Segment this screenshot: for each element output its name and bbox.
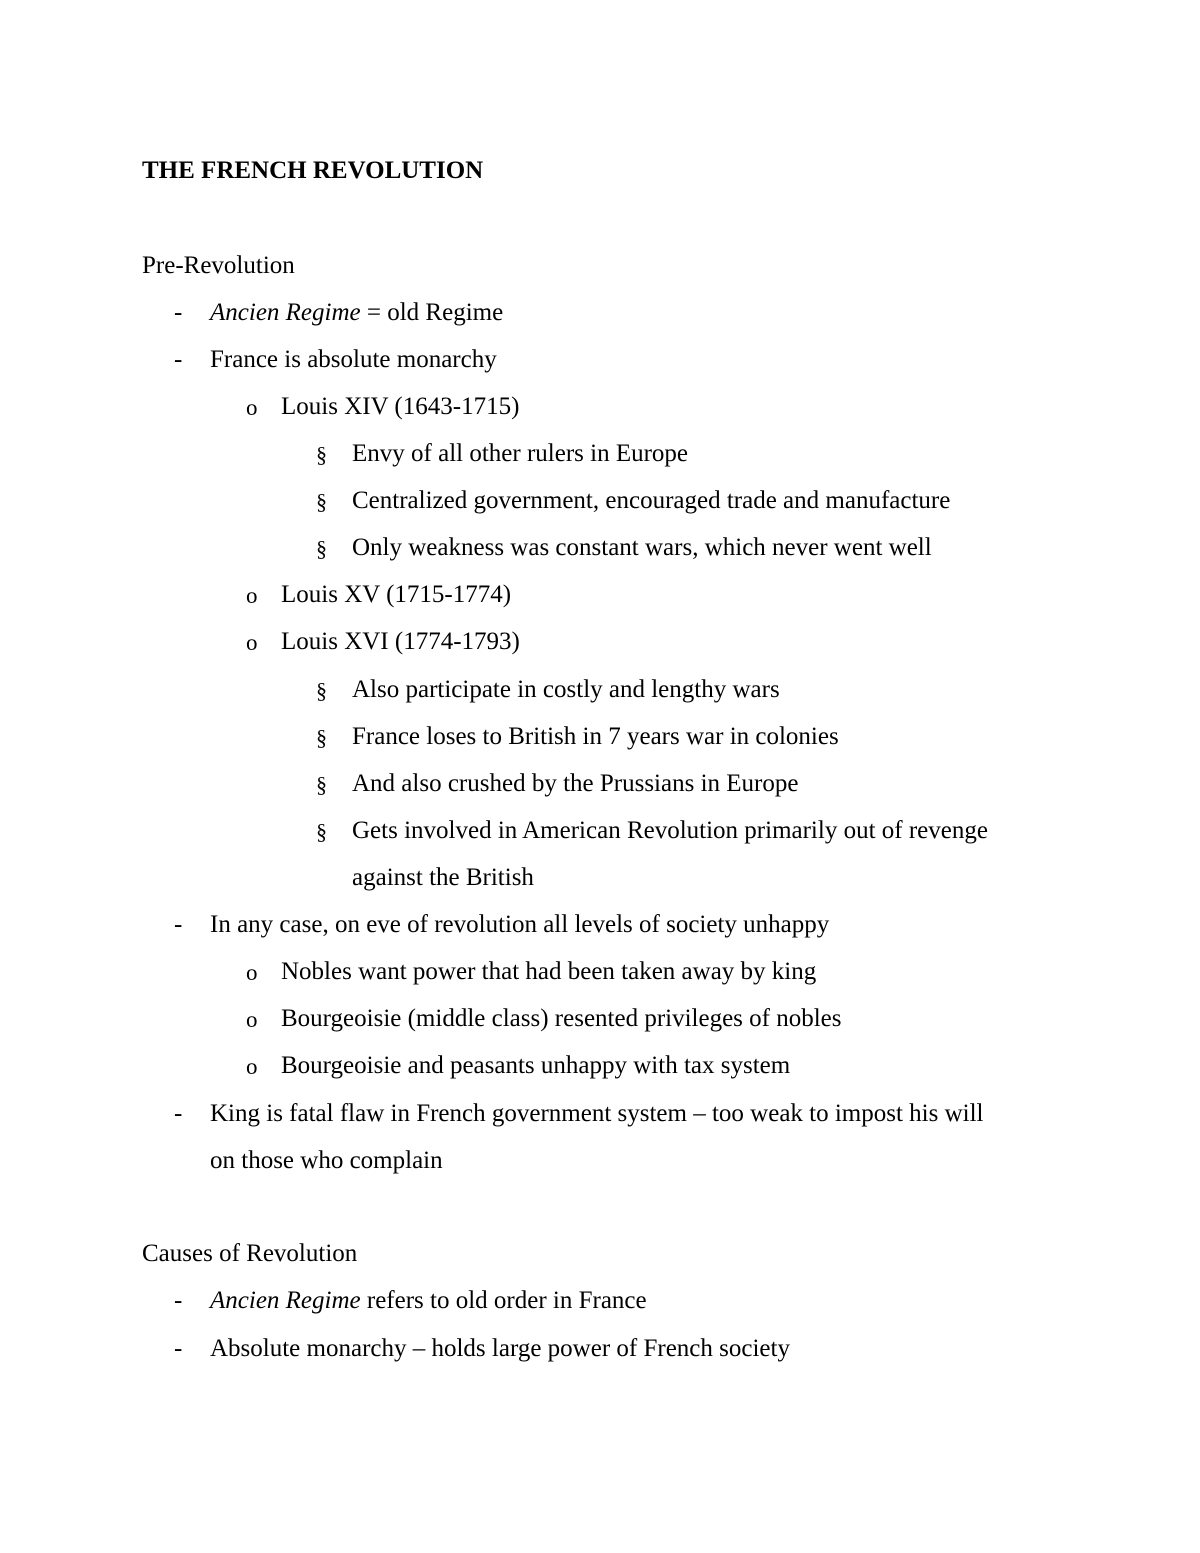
italic-term: Ancien Regime — [210, 1287, 361, 1314]
dash-bullet: - — [174, 299, 183, 326]
list-item-text: refers to old order in France — [360, 1287, 647, 1314]
sub-sub-list-item: Envy of all other rulers in Europe — [352, 440, 689, 467]
section-bullet: § — [316, 442, 327, 467]
dash-bullet: - — [174, 1287, 183, 1314]
section-bullet: § — [316, 819, 327, 844]
section-heading-pre-revolution: Pre-Revolution — [142, 252, 295, 279]
list-item: Absolute monarchy – holds large power of French society — [210, 1335, 790, 1362]
section-bullet: § — [316, 772, 327, 797]
list-item-text: = old Regime — [360, 299, 504, 326]
circle-bullet: o — [246, 1007, 258, 1032]
list-item — [210, 1284, 647, 1318]
sub-list-item: Bourgeoisie (middle class) resented privileges of nobles — [281, 1005, 842, 1032]
sub-sub-list-item: Centralized government, encouraged trade and manufacture — [352, 487, 951, 514]
dash-bullet: - — [174, 346, 183, 373]
list-item — [210, 296, 503, 330]
sub-sub-list-item: Only weakness was constant wars, which never went well — [352, 534, 932, 561]
section-bullet: § — [316, 489, 327, 514]
list-item: France is absolute monarchy — [210, 346, 497, 373]
section-bullet: § — [316, 725, 327, 750]
italic-term: Ancien Regime — [210, 299, 361, 326]
sub-sub-list-item: France loses to British in 7 years war in colonies — [352, 723, 839, 750]
sub-list-item: Bourgeoisie and peasants unhappy with tax system — [281, 1052, 791, 1079]
list-item-continuation: on those who complain — [210, 1147, 443, 1174]
dash-bullet: - — [174, 911, 183, 938]
sub-sub-list-item: Also participate in costly and lengthy wars — [352, 676, 780, 703]
section-bullet: § — [316, 678, 327, 703]
sub-list-item: Louis XV (1715-1774) — [281, 581, 512, 608]
list-item: King is fatal flaw in French government system – too weak to impost his will — [210, 1100, 984, 1127]
sub-sub-list-item: Gets involved in American Revolution primarily out of revenge — [352, 817, 988, 844]
circle-bullet: o — [246, 630, 258, 655]
section-heading-causes: Causes of Revolution — [142, 1240, 358, 1267]
sub-list-item: Louis XVI (1774-1793) — [281, 628, 520, 655]
circle-bullet: o — [246, 1054, 258, 1079]
sub-sub-list-item-continuation: against the British — [352, 864, 534, 891]
dash-bullet: - — [174, 1335, 183, 1362]
sub-list-item: Louis XIV (1643-1715) — [281, 393, 520, 420]
document-title: THE FRENCH REVOLUTION — [142, 157, 484, 184]
circle-bullet: o — [246, 395, 258, 420]
dash-bullet: - — [174, 1100, 183, 1127]
circle-bullet: o — [246, 960, 258, 985]
list-item: In any case, on eve of revolution all levels of society unhappy — [210, 911, 830, 938]
section-bullet: § — [316, 536, 327, 561]
circle-bullet: o — [246, 583, 258, 608]
sub-list-item: Nobles want power that had been taken away by king — [281, 958, 817, 985]
sub-sub-list-item: And also crushed by the Prussians in Europe — [352, 770, 799, 797]
